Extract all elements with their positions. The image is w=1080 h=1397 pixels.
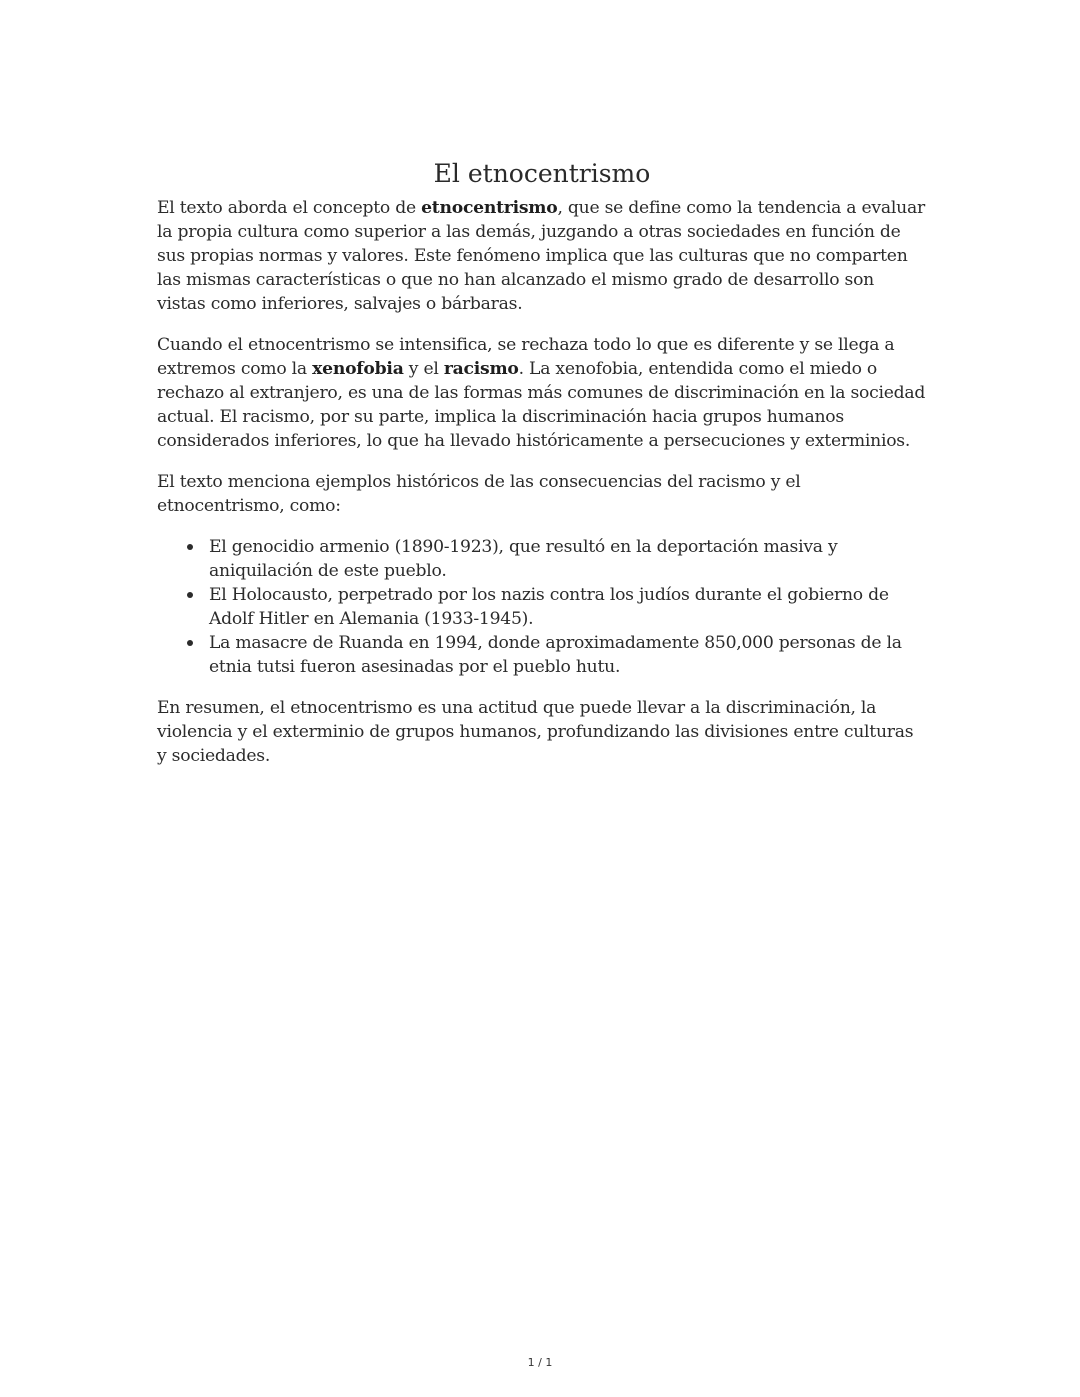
paragraph-examples-intro: El texto menciona ejemplos históricos de las consecuencias del racismo y el etnocentrismo, como:	[157, 472, 801, 516]
paragraph-summary: En resumen, el etnocentrismo es una actitud que puede llevar a la discriminación, la violencia y el exterminio de grupos humanos, profundizando las divisiones entre culturas y sociedades.	[157, 698, 914, 766]
list-item-text: El genocidio armenio (1890-1923), que resultó en la deportación masiva y aniquilación de este pueblo.	[209, 537, 838, 581]
text-run: . La xenofobia, entendida como el miedo o rechazo al extranjero, es una de las formas más comunes de discriminación en la sociedad actual. El racismo, por su parte, implica la discriminación hacia grupos humanos considerados inferiores, lo que ha llevado históricamente a persecuciones y exterminios.	[157, 359, 926, 451]
paragraph-intro	[157, 196, 927, 316]
paragraph-xenofobia-racismo	[157, 333, 927, 453]
list-item	[209, 535, 927, 583]
list-item-text: El Holocausto, perpetrado por los nazis contra los judíos durante el gobierno de Adolf Hitler en Alemania (1933-1945).	[209, 585, 889, 629]
list-item-text: La masacre de Ruanda en 1994, donde aproximadamente 850,000 personas de la etnia tutsi fueron asesinadas por el pueblo hutu.	[209, 633, 902, 677]
text-run: Cuando el etnocentrismo se intensifica, se rechaza todo lo que es diferente y se llega a extremos como la	[157, 335, 895, 379]
bold-term-racismo: racismo	[443, 359, 519, 379]
document-title: El etnocentrismo	[433, 159, 651, 188]
bullet-icon	[187, 592, 193, 598]
text-run: , que se define como la tendencia a evaluar la propia cultura como superior a las demás, juzgando a otras sociedades en función de sus propias normas y valores. Este fenómeno implica que las culturas que no comparten las mismas características o que no han alcanzado el mismo grado de desarrollo son vistas como inferiores, salvajes o bárbaras.	[157, 198, 925, 314]
bold-term-etnocentrismo: etnocentrismo	[421, 198, 558, 218]
list-item	[209, 631, 927, 679]
list-item	[209, 583, 927, 631]
bullet-icon	[187, 544, 193, 550]
page-indicator: 1 / 1	[527, 1356, 553, 1369]
bullet-icon	[187, 640, 193, 646]
bold-term-xenofobia: xenofobia	[312, 359, 404, 379]
examples-list	[157, 535, 927, 679]
text-run: y el	[403, 359, 444, 379]
text-run: El texto aborda el concepto de	[157, 198, 422, 218]
document-page	[157, 158, 927, 785]
